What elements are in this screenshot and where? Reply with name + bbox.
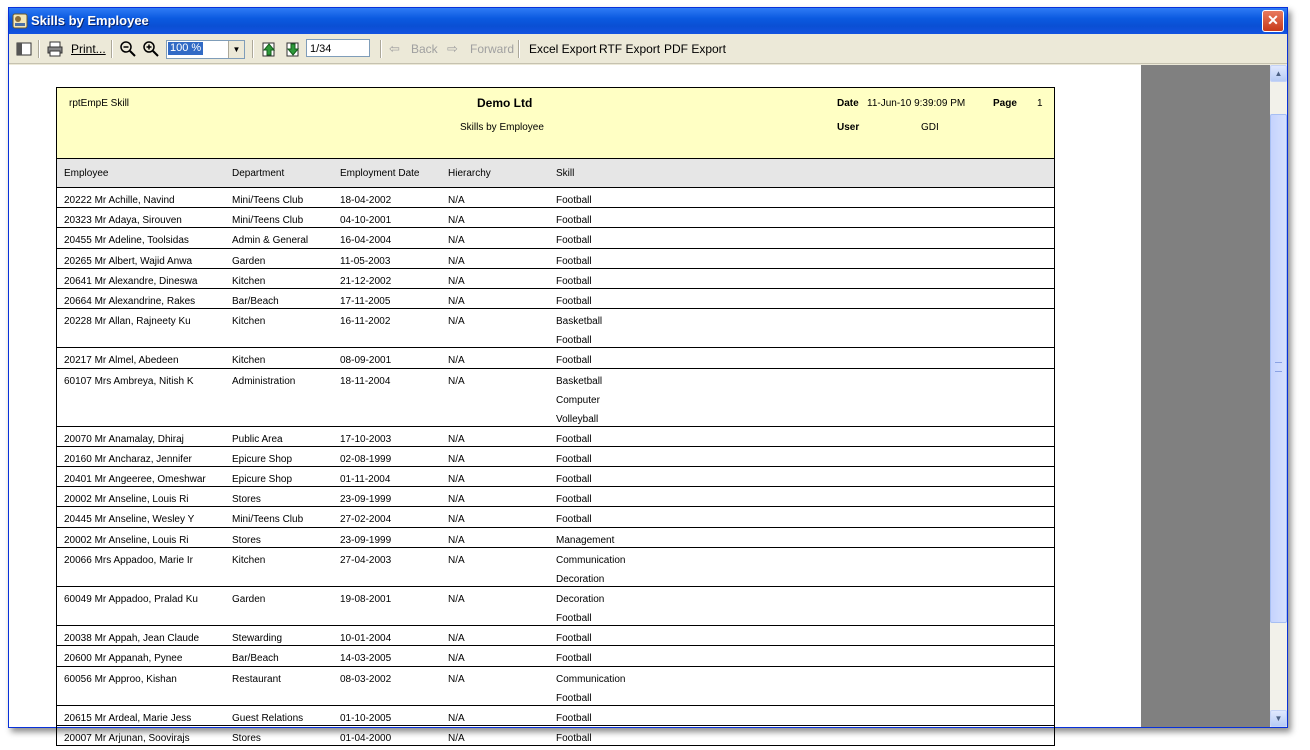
report-rows [56, 188, 1055, 746]
cell-employee: 60049 Mr Appadoo, Pralad Ku [64, 594, 198, 605]
toolbar-separator [38, 40, 40, 58]
cell-hierarchy: N/A [448, 375, 465, 387]
cell-skill: Football [556, 255, 592, 267]
cell-department: Epicure Shop [232, 453, 293, 465]
cell-skill: Decoration [556, 573, 605, 585]
cell-date: 19-08-2001 [340, 594, 392, 605]
cell-employee: 20445 Mr Anseline, Wesley Y [64, 514, 195, 526]
cell-skill: Football [556, 712, 592, 724]
cell-skill: Football [556, 195, 592, 206]
table-row [56, 626, 1055, 646]
cell-hierarchy: N/A [448, 195, 465, 206]
column-header: Skill [556, 168, 575, 179]
cell-employee: 20228 Mr Allan, Rajneety Ku [64, 316, 191, 328]
date-label: Date [837, 98, 859, 109]
cell-date: 21-12-2002 [340, 275, 392, 287]
cell-department: Admin & General [232, 235, 309, 247]
cell-skill: Football [556, 653, 592, 665]
table-row [56, 726, 1055, 746]
cell-date: 27-04-2003 [340, 554, 392, 566]
table-row [56, 467, 1055, 487]
cell-date: 17-10-2003 [340, 433, 392, 445]
table-row [56, 188, 1055, 208]
cell-hierarchy: N/A [448, 514, 465, 526]
cell-employee: 20217 Mr Almel, Abedeen [64, 355, 179, 367]
cell-hierarchy: N/A [448, 275, 465, 287]
cell-hierarchy: N/A [448, 355, 465, 367]
cell-employee: 20066 Mrs Appadoo, Marie Ir [64, 554, 193, 566]
cell-date: 11-05-2003 [340, 255, 391, 267]
cell-hierarchy: N/A [448, 255, 465, 267]
cell-employee: 20455 Mr Adeline, Toolsidas [64, 235, 189, 247]
scroll-up-icon[interactable]: ▲ [1270, 65, 1287, 82]
cell-department: Kitchen [232, 355, 266, 367]
pdf-export-button[interactable]: PDF Export [664, 42, 727, 56]
cell-date: 01-10-2005 [340, 712, 392, 724]
cell-skill: Communication [556, 673, 626, 685]
table-row [56, 289, 1055, 309]
company-name: Demo Ltd [477, 96, 533, 110]
table-row [56, 507, 1055, 527]
cell-department: Mini/Teens Club [232, 195, 304, 206]
toolbar-separator [518, 40, 520, 58]
report-header [56, 87, 1055, 158]
cell-skill: Football [556, 514, 592, 526]
cell-department: Public Area [232, 433, 283, 445]
table-row [56, 348, 1055, 368]
report-viewport [9, 65, 1270, 744]
scroll-down-icon[interactable]: ▼ [1270, 710, 1287, 727]
cell-department: Garden [232, 594, 266, 605]
cell-employee: 20002 Mr Anseline, Louis Ri [64, 494, 189, 506]
cell-skill: Football [556, 433, 592, 445]
cell-employee: 20615 Mr Ardeal, Marie Jess [64, 712, 192, 724]
cell-employee: 60056 Mr Approo, Kishan [64, 673, 177, 685]
cell-date: 01-04-2000 [340, 732, 392, 744]
table-row [56, 646, 1055, 666]
cell-skill: Football [556, 494, 592, 506]
cell-department: Mini/Teens Club [232, 215, 304, 227]
cell-date: 23-09-1999 [340, 494, 392, 506]
cell-date: 16-04-2004 [340, 235, 392, 247]
report-page [9, 65, 1141, 744]
cell-department: Guest Relations [232, 712, 304, 724]
cell-date: 23-09-1999 [340, 534, 392, 546]
cell-hierarchy: N/A [448, 712, 465, 724]
report-body [56, 87, 1055, 746]
cell-employee: 20002 Mr Anseline, Louis Ri [64, 534, 189, 546]
toolbar [9, 35, 1287, 64]
cell-department: Kitchen [232, 316, 266, 328]
table-row [56, 587, 1055, 626]
cell-date: 04-10-2001 [340, 215, 392, 227]
cell-date: 17-11-2005 [340, 295, 391, 307]
app-icon [12, 13, 28, 29]
cell-hierarchy: N/A [448, 215, 465, 227]
cell-date: 18-11-2004 [340, 375, 391, 387]
cell-department: Kitchen [232, 275, 266, 287]
cell-date: 10-01-2004 [340, 633, 392, 645]
rtf-export-button[interactable]: RTF Export [599, 42, 661, 56]
cell-hierarchy: N/A [448, 494, 465, 506]
cell-hierarchy: N/A [448, 235, 465, 247]
back-button[interactable]: Back [411, 42, 438, 56]
cell-date: 02-08-1999 [340, 453, 392, 465]
table-row [56, 269, 1055, 289]
column-header: Hierarchy [448, 168, 491, 179]
toolbar-separator [380, 40, 382, 58]
cell-date: 08-09-2001 [340, 355, 392, 367]
cell-skill: Basketball [556, 375, 603, 387]
cell-department: Bar/Beach [232, 653, 279, 665]
cell-department: Administration [232, 375, 296, 387]
column-header-row [56, 158, 1055, 188]
forward-arrow-icon: ⇨ [447, 41, 458, 56]
cell-hierarchy: N/A [448, 554, 465, 566]
cell-employee: 20070 Mr Anamalay, Dhiraj [64, 433, 184, 445]
cell-skill: Football [556, 692, 592, 704]
cell-hierarchy: N/A [448, 732, 465, 744]
cell-department: Kitchen [232, 554, 266, 566]
cell-employee: 20641 Mr Alexandre, Dineswa [64, 275, 198, 287]
grip-icon [1275, 362, 1282, 372]
cell-skill: Basketball [556, 316, 603, 328]
user-value: GDI [921, 122, 939, 133]
cell-department: Stores [232, 494, 261, 506]
table-row [56, 427, 1055, 447]
column-header: Employee [64, 168, 109, 179]
cell-skill: Football [556, 335, 592, 347]
user-label: User [837, 122, 860, 133]
cell-hierarchy: N/A [448, 433, 465, 445]
zoom-in-icon[interactable] [142, 40, 160, 58]
cell-skill: Football [556, 613, 592, 624]
toggle-tree-icon[interactable] [15, 40, 33, 58]
title-bar [9, 8, 1287, 34]
cell-date: 01-11-2004 [340, 474, 391, 486]
cell-skill: Football [556, 474, 592, 486]
cell-department: Garden [232, 255, 266, 267]
cell-hierarchy: N/A [448, 673, 465, 685]
cell-date: 08-03-2002 [340, 673, 392, 685]
table-row [56, 548, 1055, 587]
cell-hierarchy: N/A [448, 534, 465, 546]
cell-department: Bar/Beach [232, 295, 279, 307]
cell-skill: Volleyball [556, 413, 599, 425]
zoom-select[interactable] [166, 40, 245, 59]
close-button[interactable]: ✕ [1262, 10, 1284, 32]
column-header: Department [232, 168, 285, 179]
column-header: Employment Date [340, 168, 420, 179]
scrollbar-thumb[interactable] [1270, 114, 1287, 623]
cell-department: Stewarding [232, 633, 283, 645]
zoom-value: 100 % [170, 42, 202, 54]
cell-skill: Computer [556, 394, 600, 406]
cell-hierarchy: N/A [448, 316, 465, 328]
cell-hierarchy: N/A [448, 633, 465, 645]
cell-employee: 20265 Mr Albert, Wajid Anwa [64, 255, 193, 267]
cell-date: 14-03-2005 [340, 653, 392, 665]
cell-department: Epicure Shop [232, 474, 293, 486]
cell-employee: 60107 Mrs Ambreya, Nitish K [64, 375, 194, 387]
table-row [56, 249, 1055, 269]
cell-skill: Football [556, 235, 592, 247]
report-window [8, 7, 1288, 744]
back-arrow-icon: ⇦ [389, 41, 400, 56]
cell-date: 18-04-2002 [340, 195, 392, 206]
chevron-down-icon[interactable]: ▼ [228, 41, 244, 58]
cell-skill: Football [556, 633, 592, 645]
cell-hierarchy: N/A [448, 295, 465, 307]
cell-skill: Football [556, 355, 592, 367]
table-row [56, 667, 1055, 706]
printer-icon[interactable] [46, 40, 64, 58]
page-number-input[interactable]: 1/34 [306, 39, 370, 57]
cell-skill: Football [556, 295, 592, 307]
cell-skill: Football [556, 732, 592, 744]
cell-skill: Communication [556, 554, 626, 566]
cell-date: 27-02-2004 [340, 514, 392, 526]
cell-employee: 20160 Mr Ancharaz, Jennifer [64, 453, 192, 465]
cell-hierarchy: N/A [448, 474, 465, 486]
cell-hierarchy: N/A [448, 453, 465, 465]
toolbar-separator [252, 40, 254, 58]
page-value: 1 [1037, 98, 1043, 109]
page-label: Page [993, 98, 1017, 109]
table-row [56, 208, 1055, 228]
report-subtitle: Skills by Employee [460, 122, 544, 133]
excel-export-button[interactable]: Excel Export [529, 42, 597, 56]
cell-department: Mini/Teens Club [232, 514, 304, 526]
cell-employee: 20401 Mr Angeeree, Omeshwar [64, 474, 206, 486]
previous-page-icon[interactable] [260, 40, 278, 58]
cell-department: Stores [232, 534, 261, 546]
table-row [56, 369, 1055, 427]
next-page-icon[interactable] [284, 40, 302, 58]
toolbar-separator [111, 40, 113, 58]
cell-employee: 20323 Mr Adaya, Sirouven [64, 215, 182, 227]
date-value: 11-Jun-10 9:39:09 PM [867, 98, 966, 109]
cell-department: Stores [232, 732, 261, 744]
cell-hierarchy: N/A [448, 653, 465, 665]
cell-employee: 20222 Mr Achille, Navind [64, 195, 175, 206]
cell-department: Restaurant [232, 673, 281, 685]
cell-skill: Football [556, 453, 592, 465]
cell-employee: 20664 Mr Alexandrine, Rakes [64, 295, 196, 307]
forward-button[interactable]: Forward [470, 42, 515, 56]
table-row [56, 528, 1055, 548]
cell-date: 16-11-2002 [340, 316, 391, 328]
cell-hierarchy: N/A [448, 594, 465, 605]
cell-skill: Decoration [556, 594, 605, 605]
vertical-scrollbar[interactable] [1270, 65, 1287, 727]
table-row [56, 487, 1055, 507]
report-id: rptEmpE Skill [69, 98, 130, 109]
cell-employee: 20600 Mr Appanah, Pynee [64, 653, 183, 665]
cell-skill: Management [556, 534, 615, 546]
window-title: Skills by Employee [31, 13, 149, 28]
cell-employee: 20038 Mr Appah, Jean Claude [64, 633, 200, 645]
cell-employee: 20007 Mr Arjunan, Soovirajs [64, 732, 190, 744]
table-row [56, 309, 1055, 348]
table-row [56, 706, 1055, 726]
print-button[interactable]: Print... [71, 42, 106, 56]
cell-skill: Football [556, 215, 592, 227]
cell-skill: Football [556, 275, 592, 287]
zoom-out-icon[interactable] [119, 40, 137, 58]
table-row [56, 228, 1055, 248]
table-row [56, 447, 1055, 467]
